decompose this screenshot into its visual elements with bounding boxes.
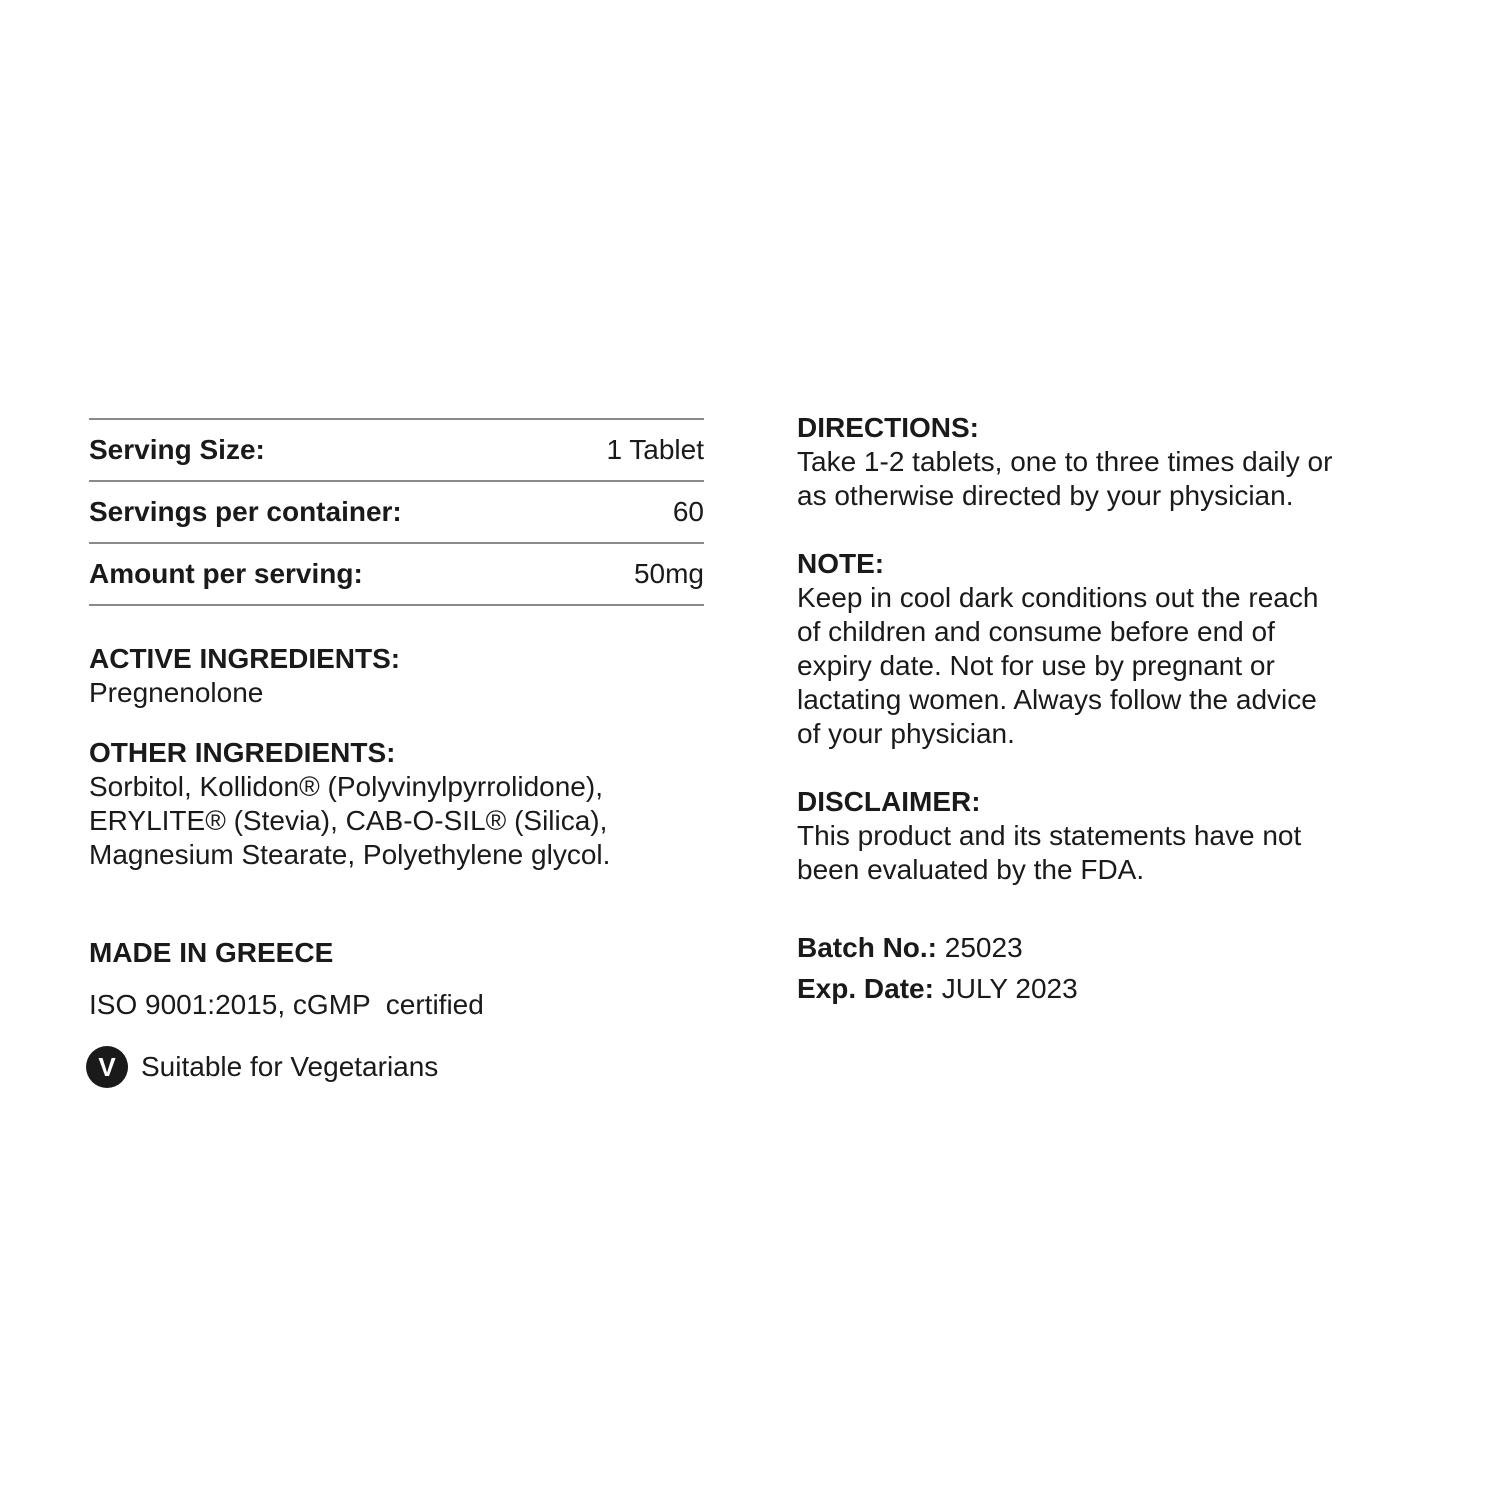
vegetarian-v-icon: V bbox=[86, 1046, 128, 1088]
other-ingredients-heading: OTHER INGREDIENTS: bbox=[89, 737, 396, 768]
other-ingredients-line: ERYLITE® (Stevia), CAB-O-SIL® (Silica), bbox=[89, 805, 608, 836]
disclaimer-line: This product and its statements have not bbox=[797, 820, 1302, 851]
other-ingredients-section bbox=[89, 736, 704, 872]
other-ingredients-line: Magnesium Stearate, Polyethylene glycol. bbox=[89, 839, 611, 870]
servings-per-container-value: 60 bbox=[672, 496, 704, 527]
vegetarian-badge-line bbox=[86, 1046, 704, 1088]
note-line: of children and consume before end of bbox=[797, 616, 1275, 647]
supplement-facts-table bbox=[89, 418, 704, 606]
disclaimer-section bbox=[797, 785, 1437, 887]
note-heading: NOTE: bbox=[797, 548, 885, 579]
servings-per-container-label: Servings per container: bbox=[89, 496, 402, 527]
directions-line: Take 1-2 tablets, one to three times daily or bbox=[797, 446, 1333, 477]
serving-size-value: 1 Tablet bbox=[606, 434, 704, 465]
certification-text: ISO 9001:2015, cGMP certified bbox=[89, 989, 484, 1020]
active-ingredients-section bbox=[89, 642, 704, 710]
directions-heading: DIRECTIONS: bbox=[797, 412, 979, 443]
vegetarian-label: Suitable for Vegetarians bbox=[141, 1051, 439, 1082]
note-line: expiry date. Not for use by pregnant or bbox=[797, 650, 1275, 681]
active-ingredients-heading: ACTIVE INGREDIENTS: bbox=[89, 643, 401, 674]
servings-per-container-row bbox=[89, 482, 704, 544]
other-ingredients-line: Sorbitol, Kollidon® (Polyvinylpyrrolidone), bbox=[89, 771, 603, 802]
directions-line: as otherwise directed by your physician. bbox=[797, 480, 1294, 511]
amount-per-serving-row bbox=[89, 544, 704, 606]
note-line: Keep in cool dark conditions out the reach bbox=[797, 582, 1319, 613]
amount-per-serving-value: 50mg bbox=[633, 558, 704, 589]
note-section bbox=[797, 547, 1437, 751]
right-column bbox=[797, 411, 1437, 1006]
batch-number-value: 25023 bbox=[944, 932, 1023, 963]
note-line: lactating women. Always follow the advice bbox=[797, 684, 1317, 715]
note-line: of your physician. bbox=[797, 718, 1015, 749]
expiry-date-label: Exp. Date: bbox=[797, 973, 934, 1004]
batch-number-label: Batch No.: bbox=[797, 932, 937, 963]
expiry-date-value: JULY 2023 bbox=[941, 973, 1078, 1004]
disclaimer-line: been evaluated by the FDA. bbox=[797, 854, 1145, 885]
expiry-date-line bbox=[797, 972, 1437, 1006]
disclaimer-heading: DISCLAIMER: bbox=[797, 786, 981, 817]
serving-size-row bbox=[89, 420, 704, 482]
country-of-origin: MADE IN GREECE bbox=[89, 937, 334, 968]
serving-size-label: Serving Size: bbox=[89, 434, 265, 465]
amount-per-serving-label: Amount per serving: bbox=[89, 558, 363, 589]
left-column bbox=[89, 418, 704, 1088]
directions-section bbox=[797, 411, 1437, 513]
batch-number-line bbox=[797, 931, 1437, 965]
batch-info bbox=[797, 931, 1437, 1006]
active-ingredients-text: Pregnenolone bbox=[89, 677, 264, 708]
